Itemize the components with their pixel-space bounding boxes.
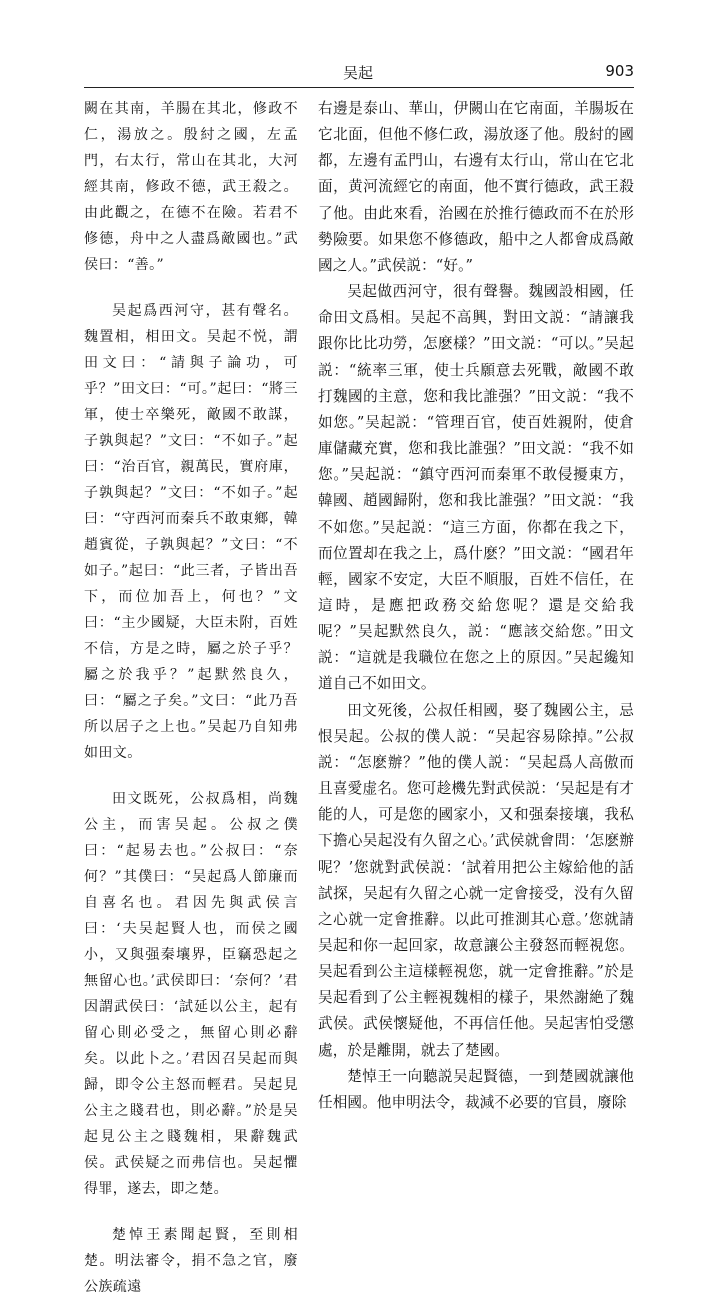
classical-text-column	[84, 96, 298, 1300]
classical-paragraph-3: 田文既死，公叔爲相，尚魏公主，而害吴起。公叔之僕曰：“起易去也。”公叔曰：“奈何？”其僕曰：“吴起爲人節廉而自喜名也。君因先與武侯言曰：‘夫吴起賢人也，而侯之國小，又與强秦壤界，臣竊恐起之無留心也。’武侯即曰：‘奈何？’君因謂武侯曰：‘試延以公主，起有留心則必受之，無留心則必辭矣。以此卜之。’君因召吴起而與歸，即令公主怒而輕君。吴起見公主之賤君也，則必辭。”於是吴起見公主之賤魏相，果辭魏武侯。武侯疑之而弗信也。吴起懼得罪，遂去，即之楚。	[84, 791, 298, 1197]
translation-paragraph-1: 右邊是泰山、華山，伊闕山在它南面，羊腸坂在它北面，但他不修仁政，湯放逐了他。殷紂的國都，左邊有孟門山，右邊有太行山，常山在它北面，黄河流經它的南面，他不實行德政，武王殺了他。由此來看，治國在於推行德政而不在於形勢險要。如果您不修德政，船中之人都會成爲敵國之人。”武侯説：“好。”	[318, 100, 634, 274]
page-number: 903	[605, 62, 634, 80]
classical-paragraph-2: 吴起爲西河守，甚有聲名。魏置相，相田文。吴起不悦，謂田文曰：“請與子論功，可乎？”田文曰：“可。”起曰：“將三軍，使士卒樂死，敵國不敢謀，子孰與起？”文曰：“不如子。”起曰：“治百官，親萬民，實府庫，子孰與起？”文曰：“不如子。”起曰：“守西河而秦兵不敢東鄉，韓趙賓從，子孰與起？”文曰：“不如子。”起曰：“此三者，子皆出吾下，而位加吾上，何也？”文曰：“主少國疑，大臣未附，百姓不信，方是之時，屬之於子乎？屬之於我乎？”起默然良久，曰：“屬之子矣。”文曰：“此乃吾所以居子之上也。”吴起乃自知弗如田文。	[84, 303, 298, 761]
translation-column	[318, 96, 634, 1116]
translation-paragraph-3: 田文死後，公叔任相國，娶了魏國公主，忌恨吴起。公叔的僕人説：“吴起容易除掉。”公叔説：“怎麽辦？”他的僕人説：“吴起爲人高傲而且喜愛虚名。您可趁機先對武侯説：‘吴起是有才能的人，可是您的國家小，又和强秦接壤，我私下擔心吴起没有久留之心。’武侯就會問：‘怎麽辦呢？’您就對武侯説：‘試着用把公主嫁給他的話試探，吴起有久留之心就一定會接受，没有久留之心就一定會推辭。以此可推測其心意。’您就請吴起和你一起回家，故意讓公主發怒而輕視您。吴起看到公主這樣輕視您，就一定會推辭。”於是吴起看到了公主輕視魏相的樣子，果然謝絶了魏武侯。武侯懷疑他，不再信任他。吴起害怕受懲處，於是離開，就去了楚國。	[318, 701, 634, 1059]
running-title: 吴起	[342, 64, 373, 82]
classical-paragraph-1: 闕在其南，羊腸在其北，修政不仁，湯放之。殷紂之國，左孟門，右太行，常山在其北，大河經其南，修政不德，武王殺之。由此觀之，在德不在險。若君不修德，舟中之人盡爲敵國也。”武侯曰：“善。”	[84, 101, 298, 273]
header-rule	[84, 87, 634, 88]
translation-paragraph-2: 吴起做西河守，很有聲譽。魏國設相國，任命田文爲相。吴起不高興，對田文説：“請讓我跟你比比功勞，怎麽樣？”田文説：“可以。”吴起説：“統率三軍，使士兵願意去死戰，敵國不敢打魏國的主意，您和我比誰强？”田文説：“我不如您。”吴起説：“管理百官，使百姓親附，使倉庫儲藏充實，您和我比誰强？”田文説：“我不如您。”吴起説：“鎮守西河而秦軍不敢侵擾東方，韓國、趙國歸附，您和我比誰强？”田文説：“我不如您。”吴起説：“這三方面，你都在我之下，而位置却在我之上，爲什麽？”田文説：“國君年輕，國家不安定，大臣不順服，百姓不信任，在這時，是應把政務交給您呢？還是交給我呢？”吴起默然良久，説：“應該交給您。”田文説：“這就是我職位在您之上的原因。”吴起纔知道自己不如田文。	[318, 283, 634, 693]
classical-paragraph-4: 楚悼王素聞起賢，至則相楚。明法審令，捐不急之官，廢公族疏遠	[84, 1227, 298, 1295]
translation-paragraph-4: 楚悼王一向聽説吴起賢德，一到楚國就讓他任相國。他申明法令，裁減不必要的官員，廢除	[318, 1067, 634, 1111]
